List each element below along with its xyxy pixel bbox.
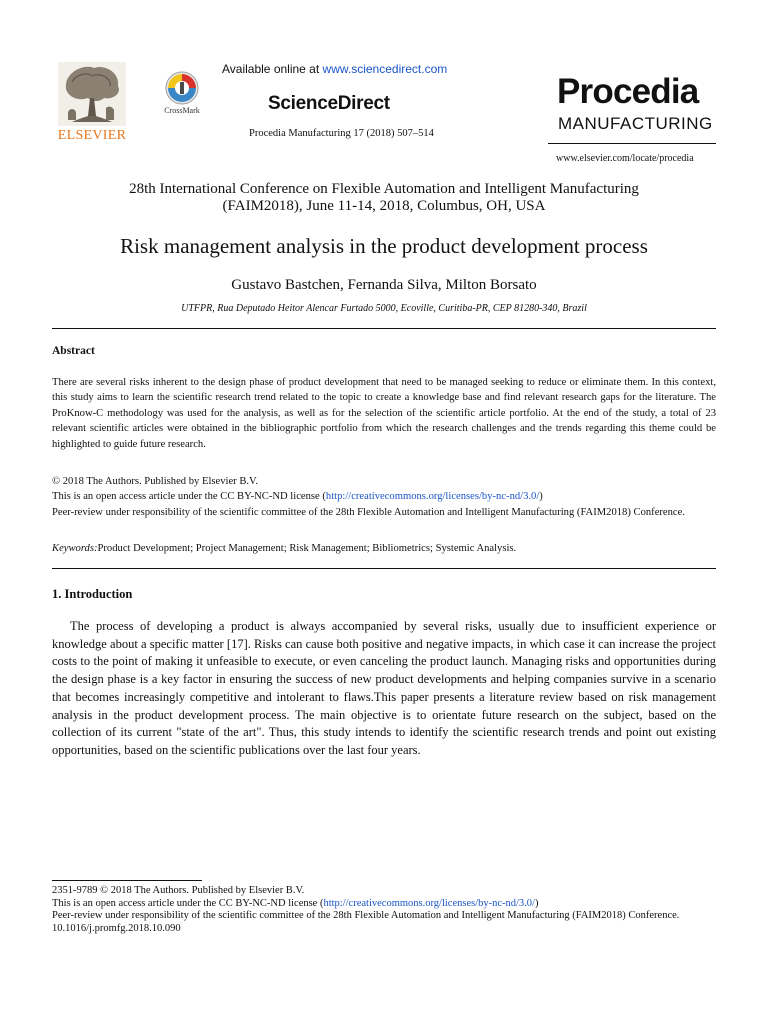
paper-title: Risk management analysis in the product development process [120,234,648,258]
sciencedirect-wordmark: ScienceDirect [268,93,390,114]
keywords [52,541,716,556]
divider-middle [52,568,716,569]
footer [52,885,716,935]
header-divider [548,143,716,144]
license-prefix: This is an open access article under the CC BY-NC-ND license ( [52,491,326,503]
elsevier-tree-icon [58,62,126,126]
copyright-block [52,474,716,520]
license-link[interactable]: http://creativecommons.org/licenses/by-nc-nd/3.0/ [325,491,540,503]
license-suffix: ) [539,491,543,503]
footer-license-prefix: This is an open access article under the CC BY-NC-ND license ( [52,897,324,909]
abstract-text: There are several risks inherent to the design phase of product development that need to be managed seeking to reduce or eliminate them. In this context, this study aims to learn the scientific research trend related to the topic to create a knowledge base and find relevant research gaps for the literature. The ProKnow-C methodology was used for the analysis, as well as for the selection of the scientific article portfolio. At the end of the study, a total of 23 relevant scientific articles were obtained in the bibliographic portfolio from which the research challenges and the trends regarding this theme could be highlighted to guide future research. [52,377,716,450]
footer-doi[interactable]: 10.1016/j.promfg.2018.10.090 [52,922,181,934]
footer-license-link[interactable]: http://creativecommons.org/licenses/by-nc-nd/3.0/ [323,897,535,909]
elsevier-url[interactable]: www.elsevier.com/locate/procedia [556,153,694,164]
available-prefix: Available online at [222,62,323,76]
conference-line-2: (FAIM2018), June 11-14, 2018, Columbus, OH, USA [222,198,546,214]
footer-license-suffix: ) [534,897,539,909]
copyright-line: © 2018 The Authors. Published by Elsevier B.V. [52,476,258,487]
footer-issn: 2351-9789 © 2018 The Authors. Published by Elsevier B.V. [52,885,305,896]
crossmark-label: CrossMark [164,106,200,115]
conference-line-1: 28th International Conference on Flexible Automation and Intelligent Manufacturing [129,181,639,197]
crossmark-icon [160,70,204,106]
footer-license [52,898,716,911]
keywords-label: Keywords: [52,543,98,554]
journal-reference: Procedia Manufacturing 17 (2018) 507–514 [249,128,434,139]
footer-peer-review: Peer-review under responsibility of the scientific committee of the 28th Flexible Automation and Intelligent Manufacturing (FAIM2018) Conference. [52,910,680,922]
peer-review-line: Peer-review under responsibility of the scientific committee of the 28th Flexible Automation and Intelligent Manufacturing (FAIM2018) Conference. [52,506,685,518]
divider-top [52,328,716,329]
abstract-heading: Abstract [52,345,95,357]
elsevier-logo [52,62,132,148]
procedia-title: Procedia [557,72,699,111]
conference-name [52,181,716,215]
footer-divider [52,880,202,881]
authors: Gustavo Bastchen, Fernanda Silva, Milton Borsato [231,277,537,293]
procedia-subtitle: MANUFACTURING [558,114,713,133]
affiliation: UTFPR, Rua Deputado Heitor Alencar Furtado 5000, Ecoville, Curitiba-PR, CEP 81280-340, Brazil [181,303,587,314]
available-online [222,62,447,76]
introduction-heading: 1. Introduction [52,587,133,601]
sciencedirect-link[interactable]: www.sciencedirect.com [322,62,448,76]
introduction-text: The process of developing a product is always accompanied by several risks, usually due to insufficient experience or knowledge about a specific matter [17]. Risks can cause both positive and negative impacts, in which case it can increase the project costs to the point of making it unfeasible to execute, or even canceling the product launch. Managing risks and opportunities during the design phase is a key factor in ensuring the success of new product developments and helping companies survive in a scenario that becomes increasingly competitive and intolerant to flaws.This paper presents a literature review based on risk management analysis in the product development process. The main objective is to orientate future research on the subject, based on the collection of its current "state of the art". Thus, this study intends to identify the scientific research trends and point out existing opportunities, based on the scientific publications over the last four years. [52,619,716,757]
elsevier-wordmark: ELSEVIER [57,128,127,143]
license-line [52,489,716,504]
crossmark-badge[interactable] [160,70,204,120]
keywords-list: Product Development; Project Management; Risk Management; Bibliometrics; Systemic Analysis. [97,543,517,554]
